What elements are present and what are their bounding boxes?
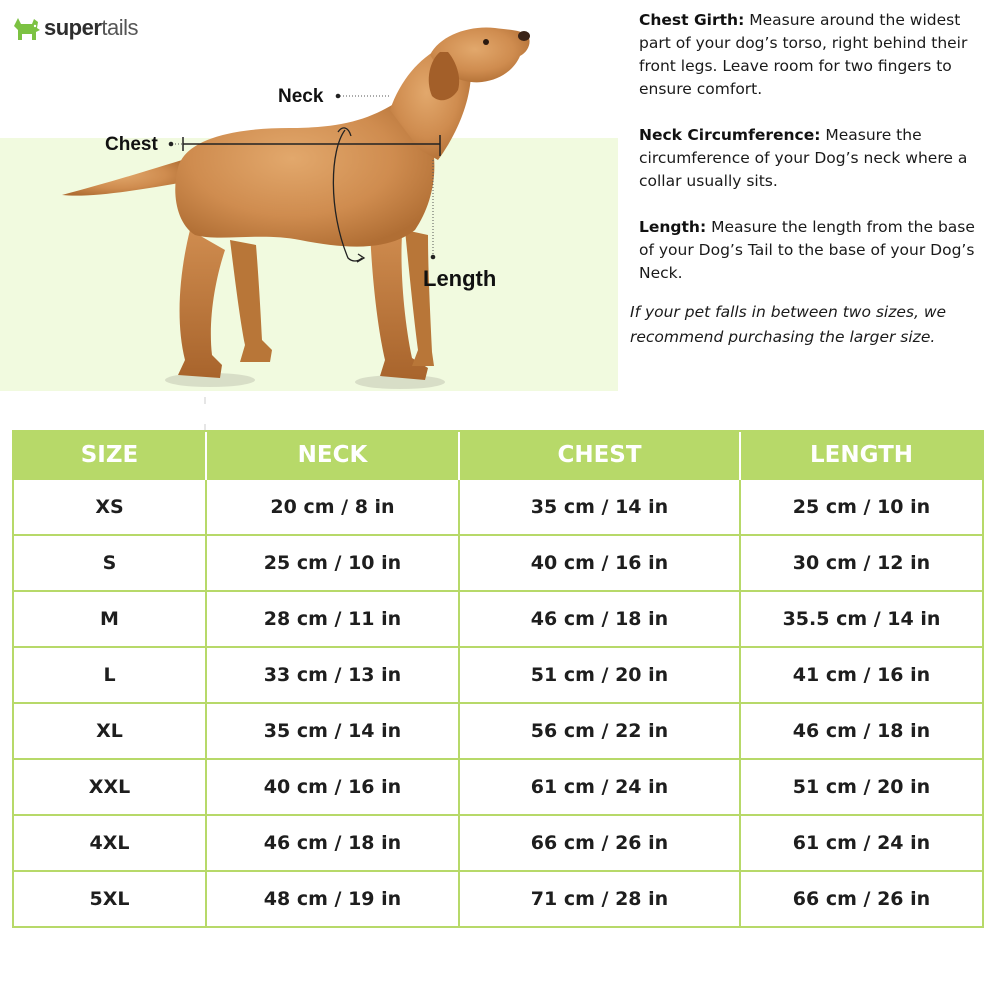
column-header-length: LENGTH (740, 432, 982, 479)
instruction-text: Measure the length from the base of your Dog’s Tail to the base of your Dog’s Neck. (639, 218, 975, 282)
chest-cell: 66 cm / 26 in (459, 815, 740, 871)
table-row (14, 815, 982, 871)
length-leader-dot (431, 255, 436, 260)
neck-cell: 48 cm / 19 in (206, 871, 459, 926)
size-cell: XS (14, 479, 206, 535)
instruction-chest (639, 9, 984, 101)
sizing-note: If your pet falls in between two sizes, we recommend purchasing the larger size. (630, 303, 947, 346)
table-row (14, 591, 982, 647)
size-cell: 5XL (14, 871, 206, 926)
neck-leader-dot (336, 94, 341, 99)
column-header-neck: NECK (206, 432, 459, 479)
table-row (14, 759, 982, 815)
chest-leader-dot (169, 142, 174, 147)
chest-cell: 71 cm / 28 in (459, 871, 740, 926)
length-cell: 35.5 cm / 14 in (740, 591, 982, 647)
dog-body (175, 100, 434, 247)
neck-cell: 28 cm / 11 in (206, 591, 459, 647)
size-cell: XXL (14, 759, 206, 815)
column-header-size: SIZE (14, 432, 206, 479)
chest-cell: 61 cm / 24 in (459, 759, 740, 815)
chest-cell: 46 cm / 18 in (459, 591, 740, 647)
instruction-title: Length: (639, 218, 707, 236)
dog-back-leg (178, 230, 225, 378)
column-header-chest: CHEST (459, 432, 740, 479)
chest-cell: 51 cm / 20 in (459, 647, 740, 703)
instruction-length (639, 216, 984, 285)
length-label: Length (423, 266, 497, 291)
neck-label: Neck (278, 86, 324, 107)
instruction-title: Chest Girth: (639, 11, 745, 29)
dog-nose (518, 31, 530, 41)
neck-cell: 33 cm / 13 in (206, 647, 459, 703)
dog-tail (62, 160, 185, 196)
neck-cell: 25 cm / 10 in (206, 535, 459, 591)
chest-cell: 35 cm / 14 in (459, 479, 740, 535)
size-cell: S (14, 535, 206, 591)
instruction-neck (639, 124, 984, 193)
table-row (14, 479, 982, 535)
length-cell: 51 cm / 20 in (740, 759, 982, 815)
brand-name-bold: super (44, 15, 102, 40)
dog-measurement-illustration (0, 0, 620, 430)
dog-back-leg-rear (230, 240, 272, 362)
instruction-title: Neck Circumference: (639, 126, 821, 144)
neck-cell: 40 cm / 16 in (206, 759, 459, 815)
size-cell: L (14, 647, 206, 703)
chest-label: Chest (105, 134, 158, 155)
size-cell: M (14, 591, 206, 647)
length-cell: 66 cm / 26 in (740, 871, 982, 926)
length-cell: 46 cm / 18 in (740, 703, 982, 759)
table-row (14, 871, 982, 926)
instruction-text: Measure around the widest part of your dog’s torso, right behind their front legs. Leave room for two fingers to ensure comfort. (639, 11, 968, 98)
neck-cell: 35 cm / 14 in (206, 703, 459, 759)
chest-cell: 40 cm / 16 in (459, 535, 740, 591)
table-row (14, 535, 982, 591)
measurement-instructions (639, 9, 984, 308)
length-cell: 41 cm / 16 in (740, 647, 982, 703)
chest-cell: 56 cm / 22 in (459, 703, 740, 759)
table-header-row (14, 432, 982, 479)
neck-cell: 20 cm / 8 in (206, 479, 459, 535)
table-row (14, 703, 982, 759)
size-cell: XL (14, 703, 206, 759)
instruction-text: Measure the circumference of your Dog’s neck where a collar usually sits. (639, 126, 968, 190)
girth-arrow-icon (357, 254, 364, 262)
dog-eye (483, 39, 489, 45)
neck-cell: 46 cm / 18 in (206, 815, 459, 871)
length-cell: 25 cm / 10 in (740, 479, 982, 535)
size-cell: 4XL (14, 815, 206, 871)
length-cell: 30 cm / 12 in (740, 535, 982, 591)
brand-name-light: tails (101, 15, 139, 40)
length-cell: 61 cm / 24 in (740, 815, 982, 871)
size-chart-table (12, 430, 984, 928)
table-row (14, 647, 982, 703)
